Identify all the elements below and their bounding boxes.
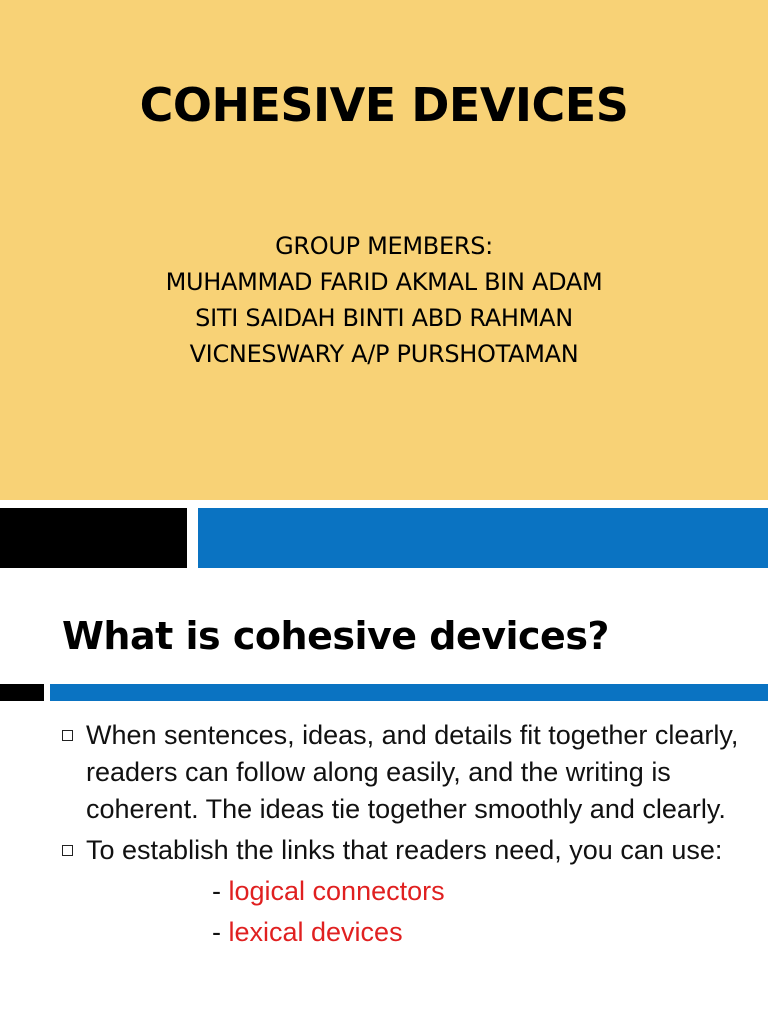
square-bullet-icon	[62, 845, 73, 856]
decorative-blue-bar	[198, 508, 768, 568]
members-heading: GROUP MEMBERS:	[275, 232, 493, 260]
bullet-text: When sentences, ideas, and details fit together clearly, readers can follow along easily, and the writing is coherent. The ideas tie together smoothly and clearly.	[86, 720, 739, 824]
sub-item-text: lexical devices	[228, 917, 403, 947]
title-slide	[0, 0, 768, 500]
title-underline-black	[0, 684, 44, 701]
sub-item-dash: -	[212, 876, 229, 906]
sub-item-dash: -	[212, 917, 229, 947]
member-name: MUHAMMAD FARID AKMAL BIN ADAM	[165, 268, 603, 296]
sub-item	[60, 873, 750, 910]
member-name: SITI SAIDAH BINTI ABD RAHMAN	[195, 304, 573, 332]
bullet-item	[60, 717, 750, 828]
group-members	[0, 228, 768, 372]
square-bullet-icon	[62, 730, 73, 741]
bullet-item	[60, 832, 750, 869]
sub-item-text: logical connectors	[228, 876, 445, 906]
sub-item	[60, 914, 750, 951]
member-name: VICNESWARY A/P PURSHOTAMAN	[189, 340, 579, 368]
slide-title: COHESIVE DEVICES	[139, 78, 629, 132]
bullet-list	[60, 717, 750, 951]
content-slide-title: What is cohesive devices?	[62, 614, 609, 658]
title-underline-blue	[50, 684, 768, 701]
decorative-black-bar	[0, 508, 187, 568]
bullet-text: To establish the links that readers need, you can use:	[86, 835, 723, 865]
